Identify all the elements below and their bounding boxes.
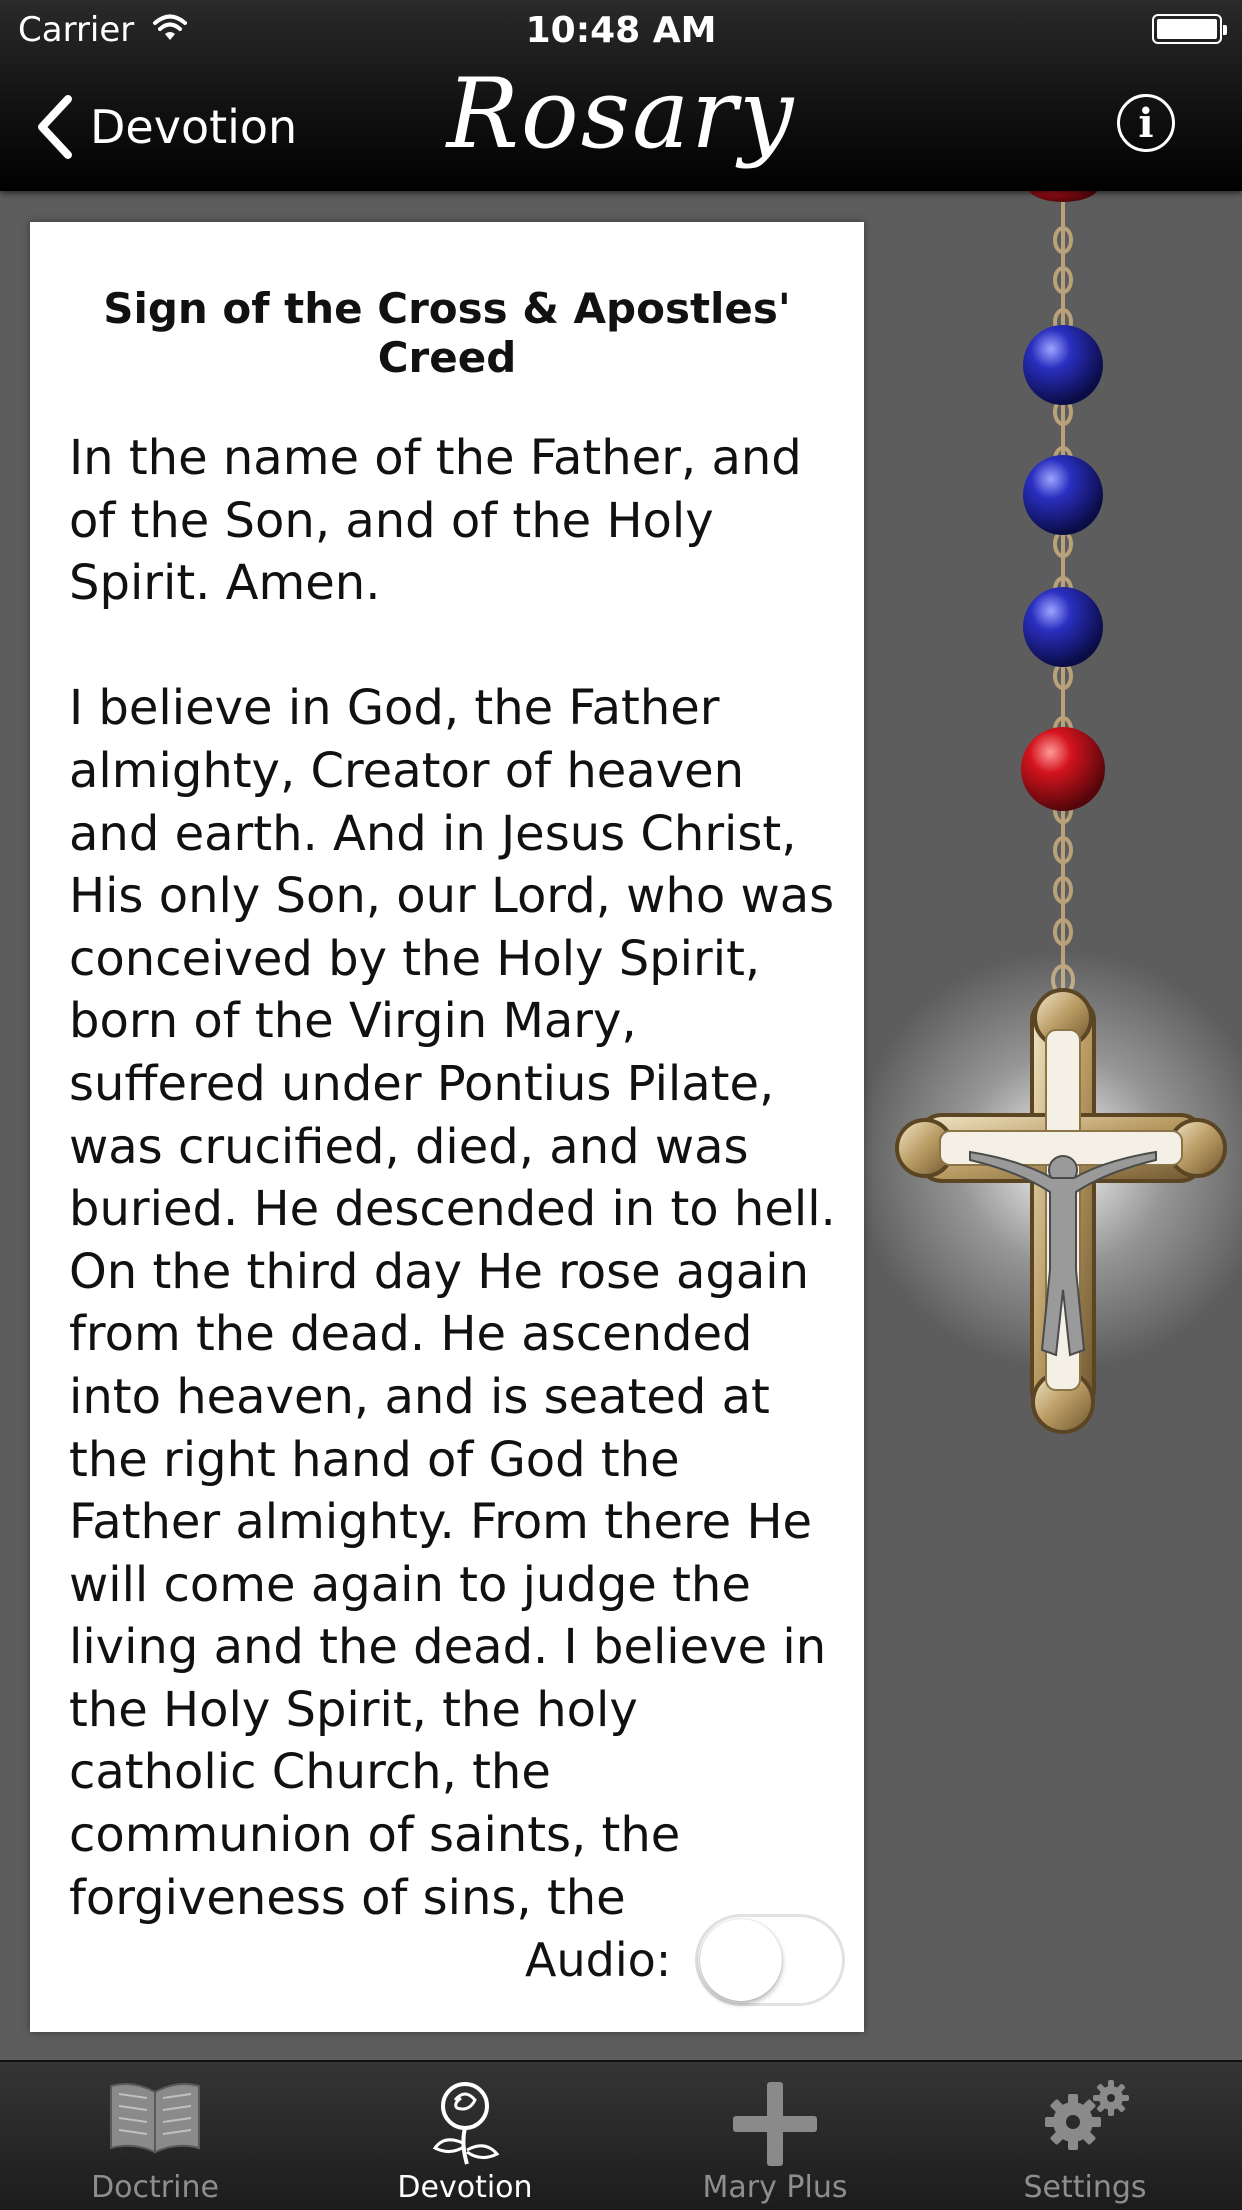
tab-settings[interactable] [930,2062,1240,2210]
tab-settings-label: Settings [1023,2170,1147,2205]
plus-icon [729,2078,821,2170]
top-bar [0,0,1242,191]
prayer-title: Sign of the Cross & Apostles' Creed [103,284,791,382]
prayer-card [30,222,864,2032]
rose-icon [425,2078,505,2168]
tab-bar [0,2060,1242,2210]
info-button[interactable] [1117,94,1175,152]
gears-icon [1037,2078,1133,2158]
status-time: 10:48 AM [525,10,717,51]
carrier-label: Carrier [18,10,135,50]
audio-toggle-knob [700,1919,782,2001]
book-icon [105,2078,205,2158]
info-icon: i [1138,99,1154,147]
status-bar [0,0,1242,60]
bead-blue-1 [1023,325,1103,405]
tab-doctrine[interactable] [0,2062,310,2210]
bead-red-1 [1021,727,1105,811]
tab-devotion-label: Devotion [397,2170,533,2205]
page-title: Rosary [446,58,796,170]
tab-devotion[interactable] [310,2062,620,2210]
tab-mary-plus-label: Mary Plus [702,2170,848,2205]
tab-mary-plus[interactable] [620,2062,930,2210]
battery-icon [1152,14,1222,44]
audio-label: Audio: [525,1932,672,1987]
bead-blue-2 [1023,455,1103,535]
bead-blue-3 [1023,587,1103,667]
rosary-image [880,180,1242,1460]
audio-control [525,1912,845,2007]
prayer-text: In the name of the Father, and of the Son, and of the Holy Spirit. Amen. I believe in God, the Father almighty, Creator of heaven and earth. And in Jesus Christ, His only Son, our Lord, who was conceived by the Holy Spirit, born of the Virgin Mary, suffered under Pontius Pilate, was crucified, died, and was buried. He descended in to hell. On the third day He rose again from the dead. He ascended into heaven, and is seated at the right hand of God the Father almighty. From there He will come again to judge the living and the dead. I believe in the Holy Spirit, the holy catholic Church, the communion of saints, the forgiveness of sins, the [69,430,836,1926]
prayer-scroll-area[interactable] [69,427,840,2105]
back-button-label: Devotion [90,100,298,154]
audio-toggle[interactable] [695,1914,845,2006]
tab-doctrine-label: Doctrine [91,2170,219,2205]
